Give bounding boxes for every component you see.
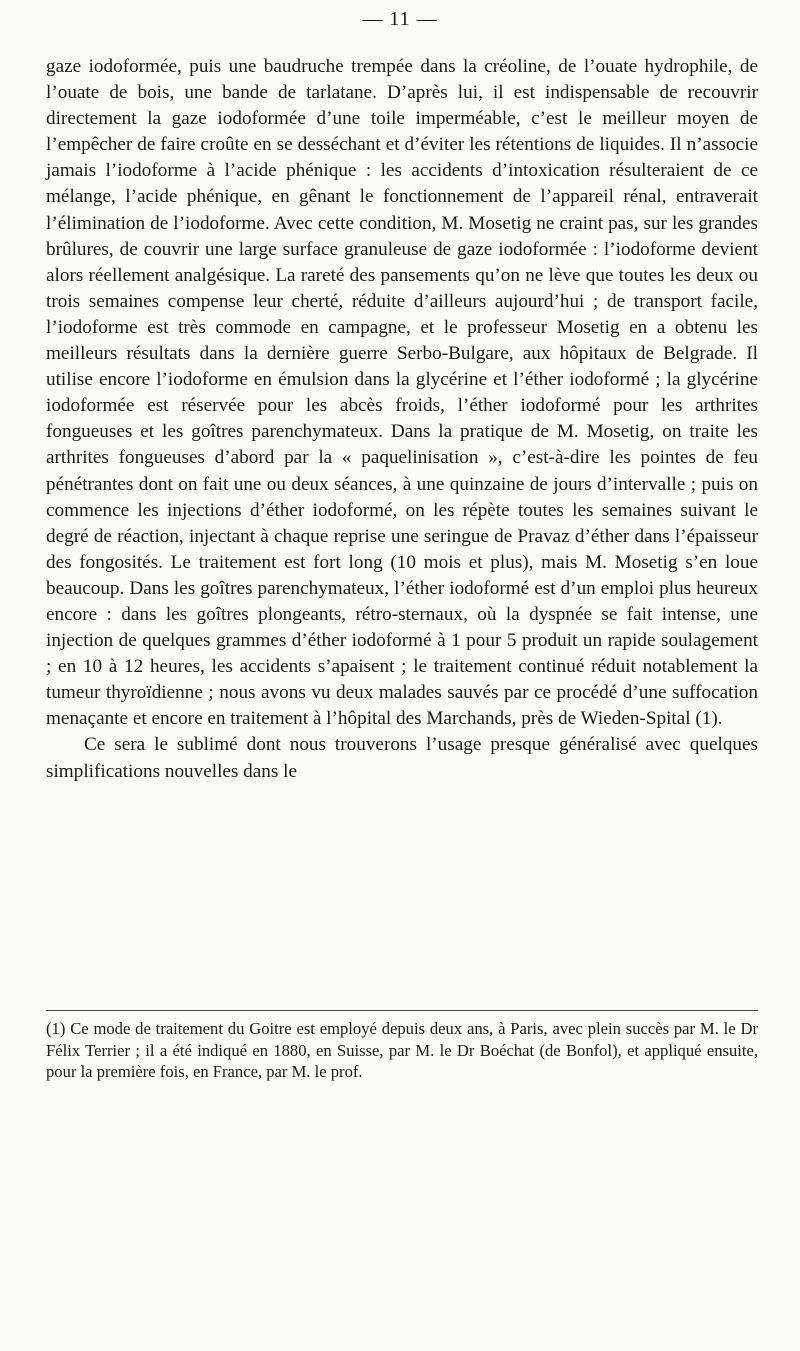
footnote-separator bbox=[46, 1010, 758, 1011]
body-paragraph: Ce sera le sublimé dont nous trouverons l’usage presque généralisé avec quelques simplifications nouvelles dans le bbox=[46, 734, 758, 782]
body-paragraph: gaze iodoformée, puis une baudruche trempée dans la créoline, de l’ouate hydrophile, de l’ouate de bois, une bande de tarlatane. D’après lui, il est indispensable de recouvrir directement la gaze iodoformée d’une toile imperméable, c’est le meilleur moyen de l’empêcher de faire croûte en se desséchant et d’éviter les rétentions de liquides. Il n’associe jamais l’iodoforme à l’acide phénique : les accidents d’intoxication résulteraient de ce mélange, l’acide phénique, en gênant le fonctionnement de l’appareil rénal, entraverait l’élimination de l’iodoforme. Avec cette condition, M. Mosetig ne craint pas, sur les grandes brûlures, de couvrir une large surface granuleuse de gaze iodoformée : l’iodoforme devient alors réellement analgésique. La rareté des pansements qu’on ne lève que toutes les deux ou trois semaines compense leur cherté, réduite d’ailleurs aujourd’hui ; de transport facile, l’iodoforme est très commode en campagne, et le professeur Mosetig en a obtenu les meilleurs résultats dans la dernière guerre Serbo-Bulgare, aux hôpitaux de Belgrade. Il utilise encore l’iodoforme en émulsion dans la glycérine et l’éther iodoformé ; la glycérine iodoformée est réservée pour les abcès froids, l’éther iodoformé pour les arthrites fongueuses et les goîtres parenchymateux. Dans la pratique de M. Mosetig, on traite les arthrites fongueuses d’abord par la « paquelinisation », c’est-à-dire les pointes de feu pénétrantes dont on fait une ou deux séances, à une quinzaine de jours d’intervalle ; puis on commence les injections d’éther iodoformé, on les répète toutes les semaines suivant le degré de réaction, injectant à chaque reprise une seringue de Pravaz d’éther dans l’épaisseur des fongosités. Le traitement est fort long (10 mois et plus), mais M. Mosetig s’en loue beaucoup. Dans les goîtres parenchymateux, l’éther iodoformé est d’un emploi plus heureux encore : dans les goîtres plongeants, rétro-sternaux, où la dyspnée se fait intense, une injection de quelques grammes d’éther iodoformé à 1 pour 5 produit un rapide soulagement ; en 10 à 12 heures, les accidents s’apaisent ; le traitement continué réduit notablement la tumeur thyroïdienne ; nous avons vu deux malades sauvés par ce procédé d’une suffocation menaçante et encore en traitement à l’hôpital des Marchands, près de Wieden-Spital (1). bbox=[46, 56, 758, 730]
page-number: — 11 — bbox=[362, 8, 438, 30]
body-text bbox=[46, 54, 758, 785]
footnote: (1) Ce mode de traitement du Goitre est employé depuis deux ans, à Paris, avec plein succès par M. le Dr Félix Terrier ; il a été indiqué en 1880, en Suisse, par M. le Dr Boéchat (de Bonfol), et appliqué ensuite, pour la première fois, en France, par M. le prof. bbox=[46, 1019, 758, 1081]
